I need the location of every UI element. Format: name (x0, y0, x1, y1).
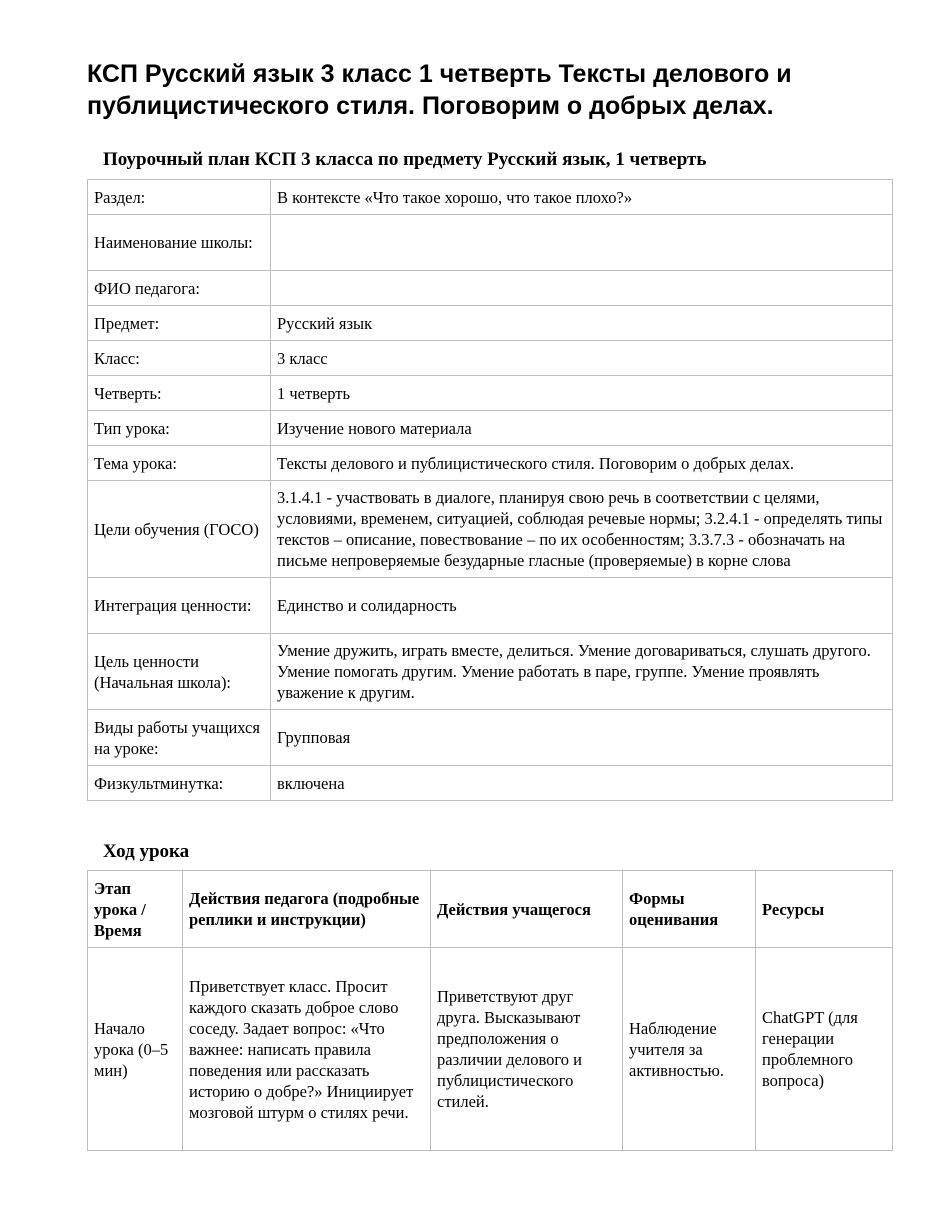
table-row (88, 766, 893, 801)
row-label: Класс: (88, 341, 271, 376)
column-header-assessment: Формы оценивания (623, 871, 756, 948)
page-title: КСП Русский язык 3 класс 1 четверть Тексты делового и публицистического стиля. Поговорим о добрых делах. (87, 60, 792, 120)
table-row (88, 180, 893, 215)
row-value: 3 класс (271, 341, 893, 376)
table-row (88, 341, 893, 376)
row-value (271, 215, 893, 271)
column-header-resources: Ресурсы (756, 871, 893, 948)
table-row (88, 215, 893, 271)
resources-cell: ChatGPT (для генерации проблемного вопроса) (756, 948, 893, 1151)
row-label: Виды работы учащихся на уроке: (88, 710, 271, 766)
stage-cell: Начало урока (0–5 мин) (88, 948, 183, 1151)
row-label: Тема урока: (88, 446, 271, 481)
row-label: Наименование школы: (88, 215, 271, 271)
row-label: Раздел: (88, 180, 271, 215)
row-value: включена (271, 766, 893, 801)
row-value: Русский язык (271, 306, 893, 341)
teacher-actions-cell: Приветствует класс. Просит каждого сказать доброе слово соседу. Задает вопрос: «Что важнее: написать правила поведения или рассказать историю о добре?» Инициирует мозговой штурм о стилях речи. (183, 948, 431, 1151)
table-row (88, 306, 893, 341)
row-label: Тип урока: (88, 411, 271, 446)
row-value: Единство и солидарность (271, 578, 893, 634)
lesson-progress-heading: Ход урока (103, 841, 190, 862)
row-label: Физкультминутка: (88, 766, 271, 801)
table-row (88, 376, 893, 411)
column-header-teacher-actions: Действия педагога (подробные реплики и инструкции) (183, 871, 431, 948)
row-value: Умение дружить, играть вместе, делиться. Умение договариваться, слушать другого. Умение помогать другим. Умение работать в паре, группе. Умение проявлять уважение к другим. (271, 634, 893, 710)
table-row (88, 481, 893, 578)
assessment-cell: Наблюдение учителя за активностью. (623, 948, 756, 1151)
table-row (88, 578, 893, 634)
column-header-stage: Этап урока / Время (88, 871, 183, 948)
plan-heading: Поурочный план КСП 3 класса по предмету Русский язык, 1 четверть (103, 149, 707, 170)
table-row (88, 948, 893, 1151)
row-value: Тексты делового и публицистического стиля. Поговорим о добрых делах. (271, 446, 893, 481)
row-label: Интеграция ценности: (88, 578, 271, 634)
column-header-student-actions: Действия учащегося (431, 871, 623, 948)
row-label: Предмет: (88, 306, 271, 341)
student-actions-cell: Приветствуют друг друга. Высказывают предположения о различии делового и публицистического стилей. (431, 948, 623, 1151)
table-row (88, 446, 893, 481)
table-row (88, 710, 893, 766)
row-value: Групповая (271, 710, 893, 766)
table-row (88, 271, 893, 306)
row-value (271, 271, 893, 306)
lesson-info-table (87, 179, 893, 801)
row-label: Четверть: (88, 376, 271, 411)
table-row (88, 411, 893, 446)
row-label: ФИО педагога: (88, 271, 271, 306)
row-value: 1 четверть (271, 376, 893, 411)
row-value: Изучение нового материала (271, 411, 893, 446)
table-row (88, 634, 893, 710)
row-value: 3.1.4.1 - участвовать в диалоге, планируя свою речь в соответствии с целями, условиями, временем, ситуацией, соблюдая речевые нормы; 3.2.4.1 - определять типы текстов – описание, повествование – по их особенностям; 3.3.7.3 - обозначать на письме непроверяемые безударные гласные (проверяемые) в корне слова (271, 481, 893, 578)
table-header-row (88, 871, 893, 948)
row-label: Цели обучения (ГОСО) (88, 481, 271, 578)
row-value: В контексте «Что такое хорошо, что такое плохо?» (271, 180, 893, 215)
lesson-progress-table (87, 870, 893, 1151)
row-label: Цель ценности (Начальная школа): (88, 634, 271, 710)
